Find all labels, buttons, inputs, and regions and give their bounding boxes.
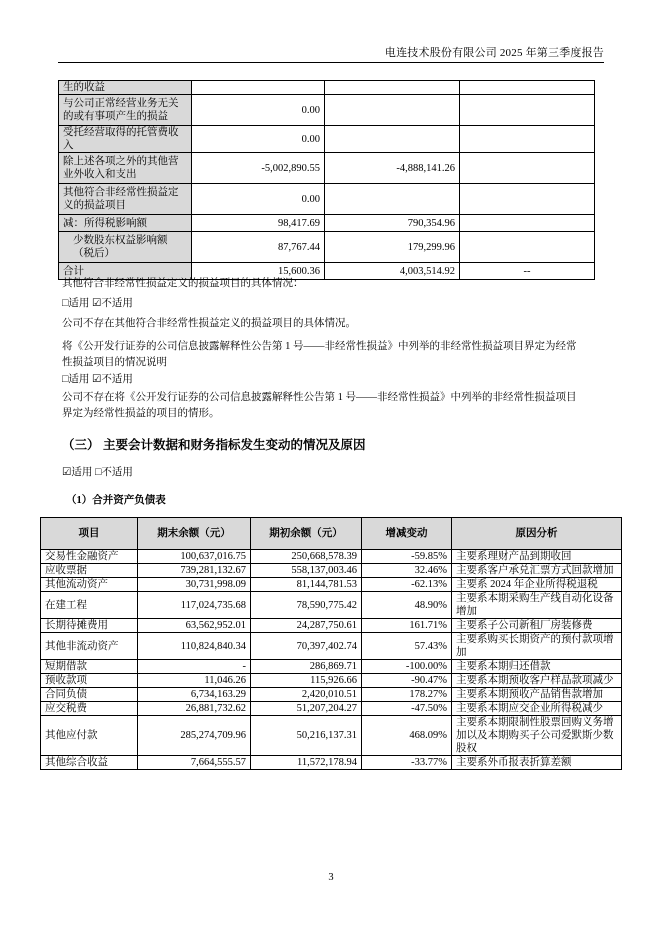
cell-begin-balance: 115,926.66 bbox=[251, 674, 362, 688]
cell-reason: 主要系子公司新租厂房装修费 bbox=[452, 619, 622, 633]
cell-end-balance: - bbox=[138, 660, 251, 674]
cell-reason: 主要系购买长期资产的预付款项增加 bbox=[452, 633, 622, 660]
cell-current: 0.00 bbox=[192, 184, 325, 215]
cell-note bbox=[460, 184, 595, 215]
table-header-row bbox=[41, 518, 622, 550]
cell-current: 98,417.69 bbox=[192, 215, 325, 232]
cell-note bbox=[460, 232, 595, 263]
cell-item: 短期借款 bbox=[41, 660, 138, 674]
cell-item: 其他综合收益 bbox=[41, 756, 138, 770]
cell-reason: 主要系本期预收产品销售款增加 bbox=[452, 688, 622, 702]
cell-current: 0.00 bbox=[192, 126, 325, 153]
cell-end-balance: 26,881,732.62 bbox=[138, 702, 251, 716]
cell-begin-balance: 24,287,750.61 bbox=[251, 619, 362, 633]
table-row bbox=[59, 215, 595, 232]
cell-current: 0.00 bbox=[192, 95, 325, 126]
applicability-check: □适用 ☑不适用 bbox=[62, 298, 133, 309]
header-item: 项目 bbox=[41, 518, 138, 550]
cell-ytd bbox=[325, 81, 460, 95]
cell-end-balance: 7,664,555.57 bbox=[138, 756, 251, 770]
balance-sheet-table bbox=[40, 517, 622, 770]
table-row bbox=[59, 153, 595, 184]
paragraph: 公司不存在将《公开发行证券的公司信息披露解释性公告第 1 号——非经常性损益》中列举的非经常性损益项目界定为经常性损益的项目的情形。 bbox=[62, 392, 577, 419]
cell-change: 32.46% bbox=[362, 564, 452, 578]
cell-begin-balance: 286,869.71 bbox=[251, 660, 362, 674]
cell-change: -62.13% bbox=[362, 578, 452, 592]
cell-ytd: 4,003,514.92 bbox=[325, 263, 460, 280]
row-label: 少数股东权益影响额（税后） bbox=[59, 232, 192, 263]
table-row bbox=[41, 633, 622, 660]
cell-end-balance: 100,637,016.75 bbox=[138, 550, 251, 564]
cell-item: 其他流动资产 bbox=[41, 578, 138, 592]
cell-change: 48.90% bbox=[362, 592, 452, 619]
cell-change: 178.27% bbox=[362, 688, 452, 702]
cell-reason: 主要系本期预收客户样品款项减少 bbox=[452, 674, 622, 688]
cell-item: 应收票据 bbox=[41, 564, 138, 578]
row-label: 与公司正常经营业务无关的或有事项产生的损益 bbox=[59, 95, 192, 126]
cell-ytd bbox=[325, 126, 460, 153]
cell-note bbox=[460, 215, 595, 232]
cell-reason: 主要系本期采购生产线自动化设备增加 bbox=[452, 592, 622, 619]
cell-change: -59.85% bbox=[362, 550, 452, 564]
cell-item: 预收款项 bbox=[41, 674, 138, 688]
paragraph: 其他符合非经常性损益定义的损益项目的具体情况： bbox=[62, 278, 304, 289]
nonrecurring-table bbox=[58, 80, 595, 280]
cell-begin-balance: 250,668,578.39 bbox=[251, 550, 362, 564]
header-end-balance: 期末余额（元） bbox=[138, 518, 251, 550]
cell-current bbox=[192, 81, 325, 95]
paragraph: 公司不存在其他符合非经常性损益定义的损益项目的具体情况。 bbox=[62, 318, 356, 329]
row-label: 合计 bbox=[59, 263, 192, 280]
paragraph: 将《公开发行证券的公司信息披露解释性公告第 1 号——非经常性损益》中列举的非经常性损益项目界定为经常性损益项目的情况说明 bbox=[62, 341, 577, 368]
cell-current: 87,767.44 bbox=[192, 232, 325, 263]
table-row bbox=[41, 564, 622, 578]
cell-end-balance: 285,274,709.96 bbox=[138, 716, 251, 756]
cell-ytd: -4,888,141.26 bbox=[325, 153, 460, 184]
table-row bbox=[41, 660, 622, 674]
cell-item: 交易性金融资产 bbox=[41, 550, 138, 564]
row-label: 除上述各项之外的其他营业外收入和支出 bbox=[59, 153, 192, 184]
cell-end-balance: 6,734,163.29 bbox=[138, 688, 251, 702]
table-row bbox=[41, 716, 622, 756]
cell-reason: 主要系 2024 年企业所得税退税 bbox=[452, 578, 622, 592]
table-row bbox=[59, 184, 595, 215]
table-row bbox=[41, 550, 622, 564]
applicability-check: ☑适用 □不适用 bbox=[62, 467, 133, 478]
cell-reason: 主要系本期归还借款 bbox=[452, 660, 622, 674]
report-header: 电连技术股份有限公司 2025 年第三季度报告 bbox=[384, 47, 604, 59]
table-row bbox=[41, 688, 622, 702]
cell-ytd bbox=[325, 95, 460, 126]
cell-ytd bbox=[325, 184, 460, 215]
cell-change: -90.47% bbox=[362, 674, 452, 688]
applicability-check: □适用 ☑不适用 bbox=[62, 374, 133, 385]
cell-end-balance: 739,281,132.67 bbox=[138, 564, 251, 578]
cell-begin-balance: 70,397,402.74 bbox=[251, 633, 362, 660]
cell-end-balance: 117,024,735.68 bbox=[138, 592, 251, 619]
cell-current: 15,600.36 bbox=[192, 263, 325, 280]
header-begin-balance: 期初余额（元） bbox=[251, 518, 362, 550]
table-row bbox=[41, 702, 622, 716]
cell-change: 161.71% bbox=[362, 619, 452, 633]
cell-note: -- bbox=[460, 263, 595, 280]
table-row bbox=[59, 81, 595, 95]
cell-change: -33.77% bbox=[362, 756, 452, 770]
cell-item: 其他应付款 bbox=[41, 716, 138, 756]
cell-reason: 主要系理财产品到期收回 bbox=[452, 550, 622, 564]
cell-note bbox=[460, 126, 595, 153]
cell-begin-balance: 11,572,178.94 bbox=[251, 756, 362, 770]
cell-ytd: 179,299.96 bbox=[325, 232, 460, 263]
cell-begin-balance: 2,420,010.51 bbox=[251, 688, 362, 702]
cell-end-balance: 63,562,952.01 bbox=[138, 619, 251, 633]
cell-item: 合同负债 bbox=[41, 688, 138, 702]
cell-change: 57.43% bbox=[362, 633, 452, 660]
cell-end-balance: 11,046.26 bbox=[138, 674, 251, 688]
cell-change: -47.50% bbox=[362, 702, 452, 716]
table-row bbox=[59, 232, 595, 263]
cell-reason: 主要系外币报表折算差额 bbox=[452, 756, 622, 770]
cell-change: 468.09% bbox=[362, 716, 452, 756]
table-row bbox=[59, 126, 595, 153]
cell-begin-balance: 50,216,137.31 bbox=[251, 716, 362, 756]
table-row bbox=[41, 756, 622, 770]
cell-item: 其他非流动资产 bbox=[41, 633, 138, 660]
cell-note bbox=[460, 81, 595, 95]
cell-reason: 主要系本期应交企业所得税减少 bbox=[452, 702, 622, 716]
page-number: 3 bbox=[328, 872, 334, 883]
row-label: 其他符合非经常性损益定义的损益项目 bbox=[59, 184, 192, 215]
cell-begin-balance: 78,590,775.42 bbox=[251, 592, 362, 619]
cell-reason: 主要系本期限制性股票回购义务增加以及本期购买子公司爱默斯少数股权 bbox=[452, 716, 622, 756]
header-divider bbox=[58, 62, 604, 63]
header-change: 增减变动 bbox=[362, 518, 452, 550]
header-reason: 原因分析 bbox=[452, 518, 622, 550]
cell-begin-balance: 558,137,003.46 bbox=[251, 564, 362, 578]
balance-table-body bbox=[41, 550, 622, 770]
cell-end-balance: 30,731,998.09 bbox=[138, 578, 251, 592]
cell-begin-balance: 81,144,781.53 bbox=[251, 578, 362, 592]
subsection-title: （1）合并资产负债表 bbox=[66, 495, 166, 506]
cell-change: -100.00% bbox=[362, 660, 452, 674]
row-label: 生的收益 bbox=[59, 81, 192, 95]
table-row bbox=[41, 619, 622, 633]
section-title: （三） 主要会计数据和财务指标发生变动的情况及原因 bbox=[62, 438, 366, 452]
cell-item: 长期待摊费用 bbox=[41, 619, 138, 633]
row-label: 受托经营取得的托管费收入 bbox=[59, 126, 192, 153]
cell-note bbox=[460, 153, 595, 184]
cell-current: -5,002,890.55 bbox=[192, 153, 325, 184]
cell-item: 应交税费 bbox=[41, 702, 138, 716]
cell-item: 在建工程 bbox=[41, 592, 138, 619]
cell-reason: 主要系客户承兑汇票方式回款增加 bbox=[452, 564, 622, 578]
table-row bbox=[41, 674, 622, 688]
cell-end-balance: 110,824,840.34 bbox=[138, 633, 251, 660]
table-row bbox=[41, 592, 622, 619]
cell-note bbox=[460, 95, 595, 126]
table-row bbox=[59, 95, 595, 126]
row-label: 减：所得税影响额 bbox=[59, 215, 192, 232]
table-row bbox=[41, 578, 622, 592]
cell-ytd: 790,354.96 bbox=[325, 215, 460, 232]
cell-begin-balance: 51,207,204.27 bbox=[251, 702, 362, 716]
